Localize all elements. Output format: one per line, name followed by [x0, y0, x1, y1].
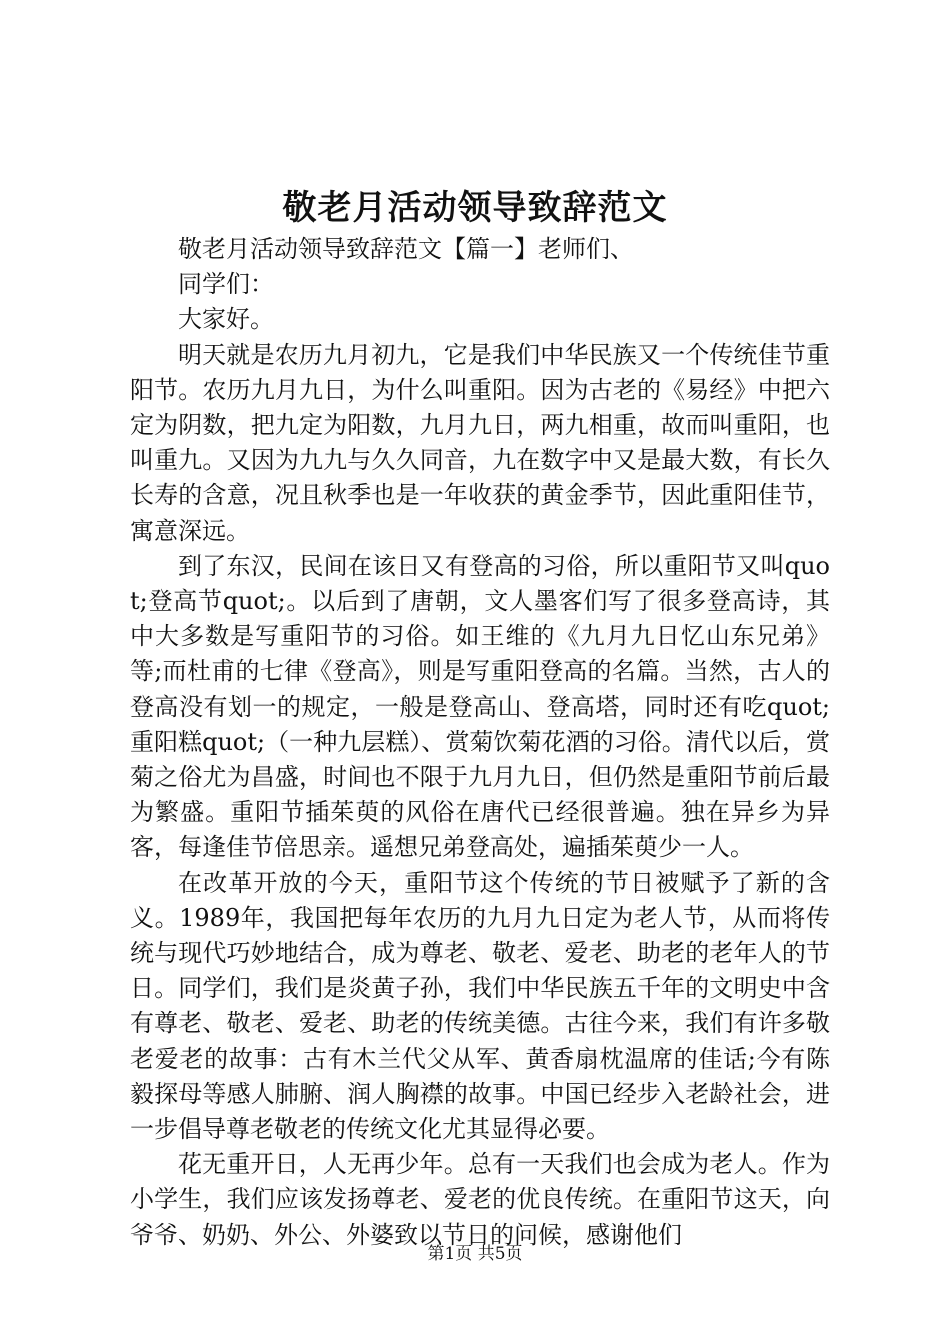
- paragraph: 大家好。: [178, 305, 274, 334]
- document-title: 敬老月活动领导致辞范文: [282, 188, 668, 228]
- paragraph: 同学们：: [178, 270, 274, 299]
- paragraph: 花无重开日，人无再少年。总有一天我们也会成为老人。作为小学生，我们应该发扬尊老、爱老的优良传统。在重阳节这天，向爷爷、奶奶、外公、外婆致以节日的问候，感谢他们: [130, 1150, 830, 1249]
- paragraph: 明天就是农历九月初九，它是我们中华民族又一个传统佳节重阳节。农历九月九日，为什么叫重阳。因为古老的《易经》中把六定为阴数，把九定为阳数，九月九日，两九相重，故而叫重阳，也叫重九。又因为九九与久久同音，九在数字中又是最大数，有长久长寿的含意，况且秋季也是一年收获的黄金季节，因此重阳佳节，寓意深远。: [130, 340, 830, 545]
- page-number-footer: 第1页 共5页: [427, 1244, 523, 1264]
- paragraph: 到了东汉，民间在该日又有登高的习俗，所以重阳节又叫quot;登高节quot;。以后到了唐朝，文人墨客们写了很多登高诗，其中大多数是写重阳节的习俗。如王维的《九月九日忆山东兄弟》等;而杜甫的七律《登高》，则是写重阳登高的名篇。当然，古人的登高没有划一的规定，一般是登高山、登高塔，同时还有吃quot;重阳糕quot;（一种九层糕）、赏菊饮菊花酒的习俗。清代以后，赏菊之俗尤为昌盛，时间也不限于九月九日，但仍然是重阳节前后最为繁盛。重阳节插茱萸的风俗在唐代已经很普遍。独在异乡为异客，每逢佳节倍思亲。遥想兄弟登高处，遍插茱萸少一人。: [130, 551, 830, 862]
- paragraph: 敬老月活动领导致辞范文【篇一】老师们、: [178, 235, 634, 263]
- document-body: [130, 232, 830, 1253]
- paragraph: 在改革开放的今天，重阳节这个传统的节日被赋予了新的含义。1989年，我国把每年农历的九月九日定为老人节，从而将传统与现代巧妙地结合，成为尊老、敬老、爱老、助老的老年人的节日。同学们，我们是炎黄子孙，我们中华民族五千年的文明史中含有尊老、敬老、爱老、助老的传统美德。古往今来，我们有许多敬老爱老的故事：古有木兰代父从军、黄香扇枕温席的佳话;今有陈毅探母等感人肺腑、润人胸襟的故事。中国已经步入老龄社会，进一步倡导尊老敬老的传统文化尤其显得必要。: [130, 868, 830, 1144]
